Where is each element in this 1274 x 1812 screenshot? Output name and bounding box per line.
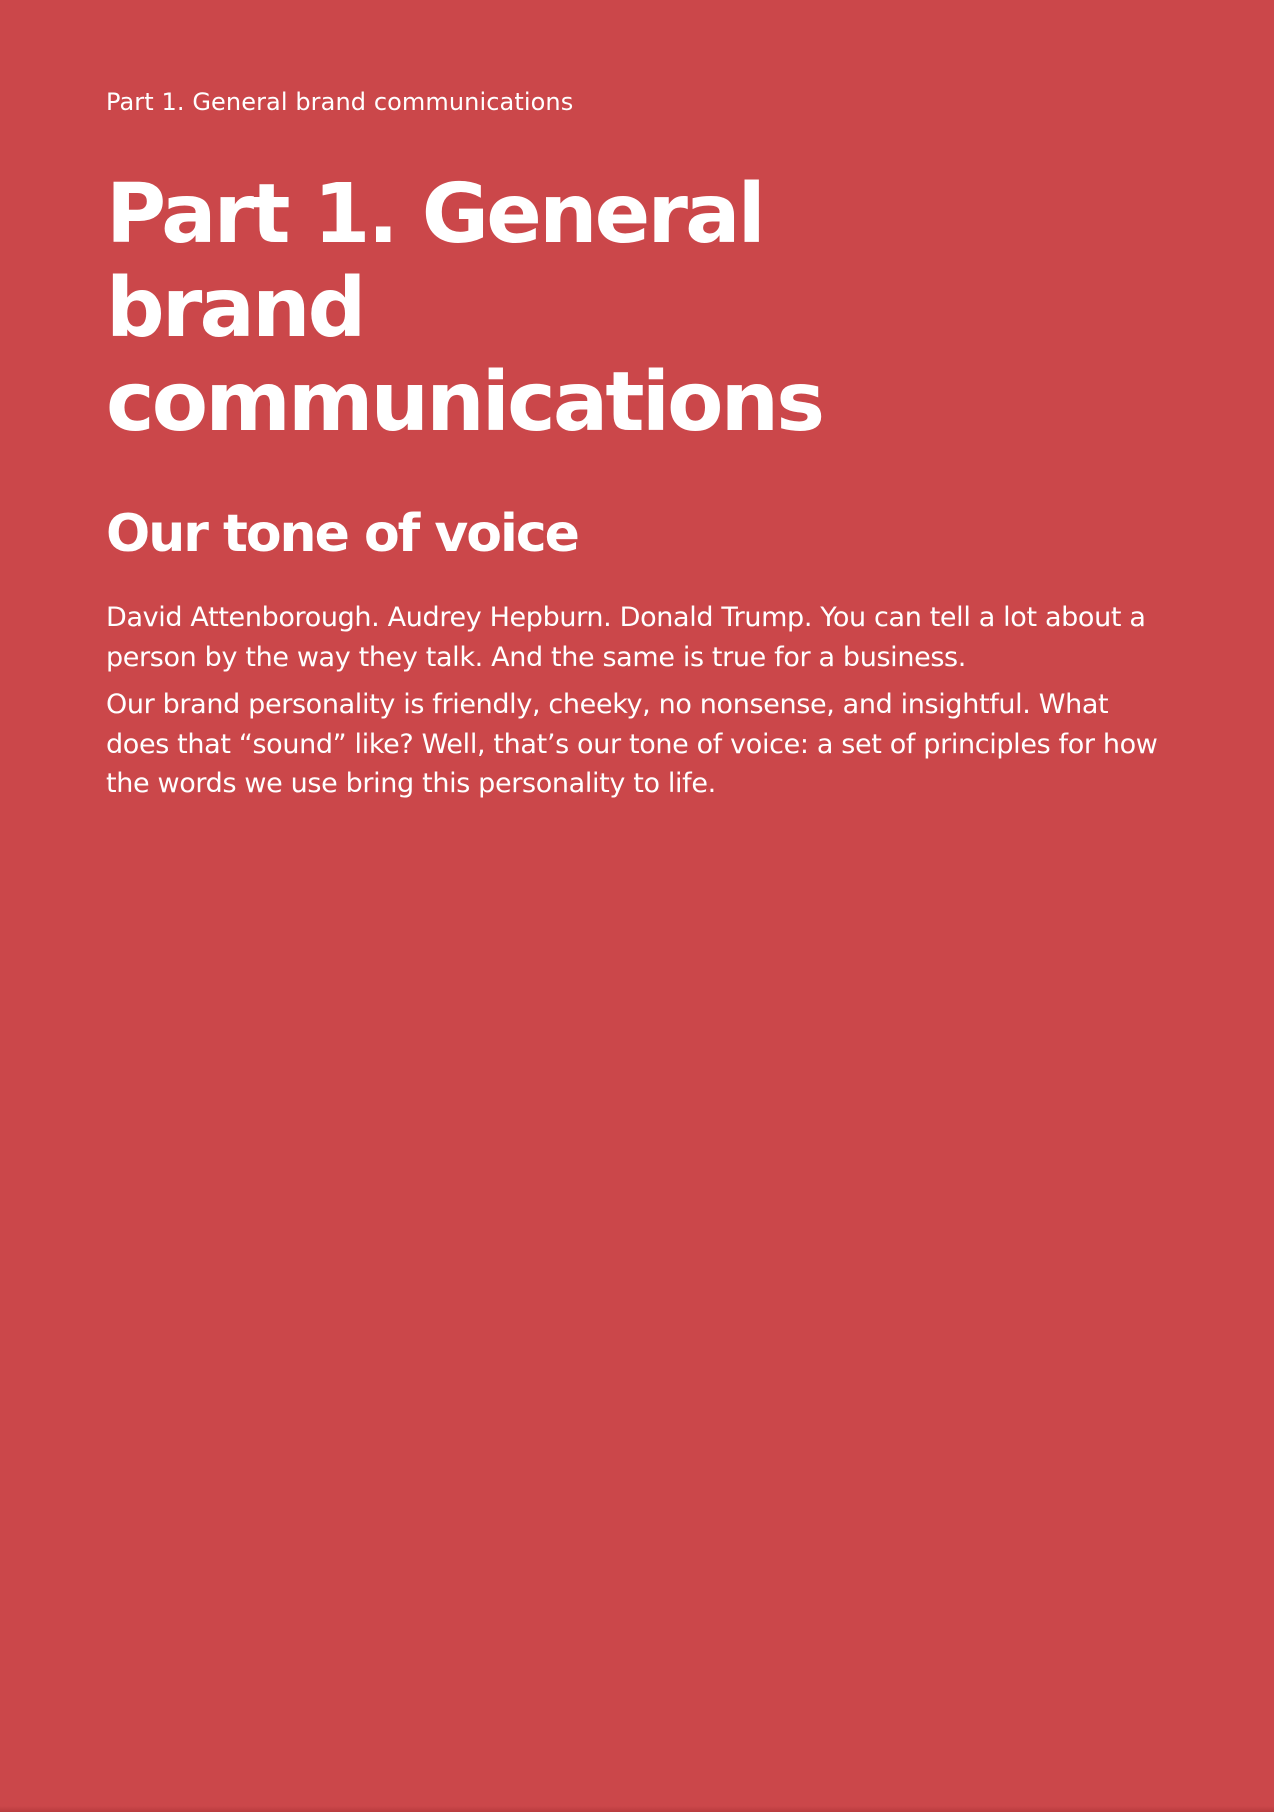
running-header: Part 1. General brand communications [106,88,574,116]
body-paragraph-intro: David Attenborough. Audrey Hepburn. Donald Trump. You can tell a lot about a person by the way they talk. And the same is true for a business. [106,602,1146,673]
page-bottom-edge [0,1806,1274,1812]
page-title: Part 1. General brand communications [106,167,823,450]
section-heading-tone-of-voice: Our tone of voice [106,504,578,564]
body-paragraph-personality: Our brand personality is friendly, cheeky, no nonsense, and insightful. What does that “sound” like? Well, that’s our tone of voice: a set of principles for how the words we use bring this personality to life. [106,689,1158,799]
